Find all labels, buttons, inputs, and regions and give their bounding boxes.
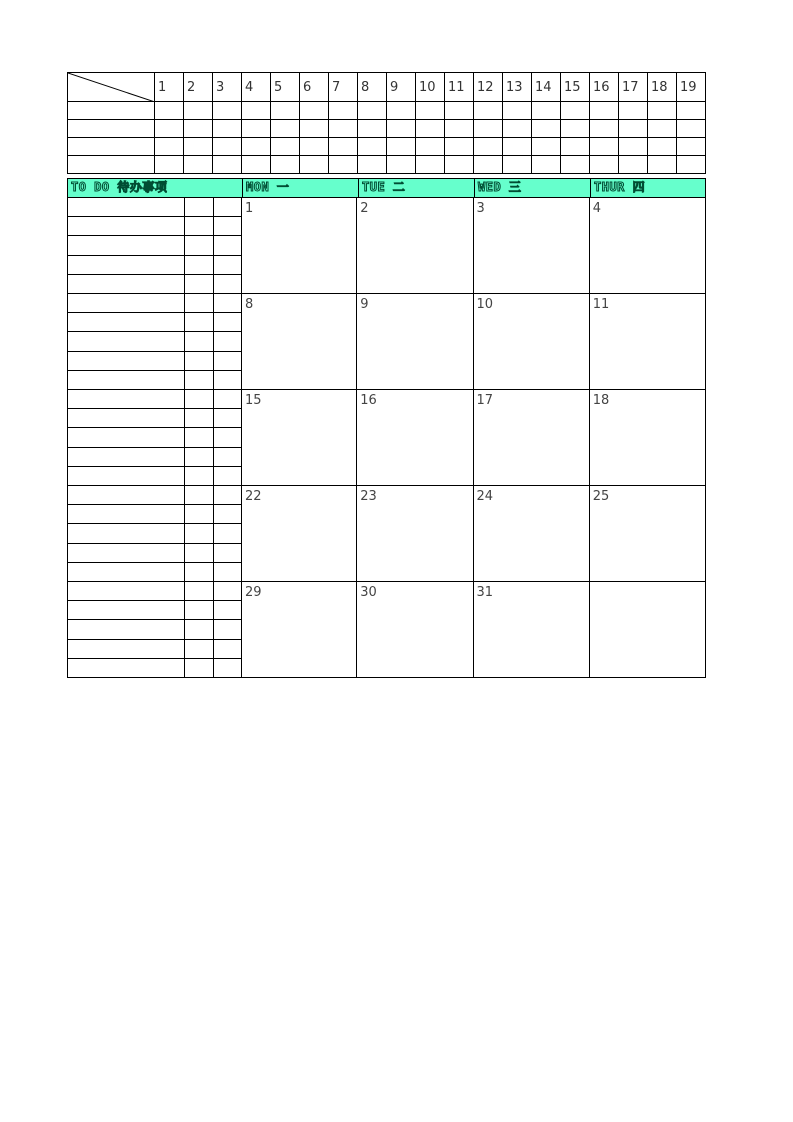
tracker-day-number: 3 (213, 73, 242, 102)
tracker-check-cell[interactable] (358, 102, 387, 120)
todo-task-cell[interactable] (68, 486, 184, 504)
todo-row[interactable] (68, 275, 241, 294)
tracker-check-cell[interactable] (213, 138, 242, 156)
calendar-day-cell[interactable] (474, 390, 590, 486)
todo-check-cell[interactable] (213, 332, 242, 350)
todo-check-cell[interactable] (184, 601, 213, 619)
tracker-check-cell[interactable] (242, 138, 271, 156)
todo-row[interactable] (68, 236, 241, 255)
todo-check-cell[interactable] (213, 294, 242, 312)
tracker-check-cell[interactable] (561, 138, 590, 156)
calendar-date-number: 11 (592, 297, 610, 312)
todo-header: TO DO 待办事项 (71, 180, 168, 194)
tracker-check-cell[interactable] (677, 138, 706, 156)
todo-task-cell[interactable] (68, 448, 184, 466)
todo-check-cell[interactable] (213, 659, 242, 678)
tracker-check-cell[interactable] (648, 120, 677, 138)
todo-task-cell[interactable] (68, 582, 184, 600)
todo-check-cell[interactable] (213, 217, 242, 235)
todo-check-cell[interactable] (213, 313, 242, 331)
todo-row[interactable] (68, 563, 241, 582)
todo-check-cell[interactable] (184, 371, 213, 389)
tracker-check-cell[interactable] (416, 156, 445, 174)
todo-row[interactable] (68, 256, 241, 275)
tracker-check-cell[interactable] (271, 156, 300, 174)
calendar-day-cell[interactable] (357, 390, 473, 486)
todo-task-cell[interactable] (68, 620, 184, 638)
todo-task-cell[interactable] (68, 313, 184, 331)
mon-header: MON 一 (242, 179, 358, 197)
tracker-check-cell[interactable] (619, 102, 648, 120)
tracker-check-cell[interactable] (213, 156, 242, 174)
todo-task-cell[interactable] (68, 198, 184, 216)
tracker-day-number: 17 (619, 73, 648, 102)
tracker-day-number: 15 (561, 73, 590, 102)
diagonal-line (68, 73, 155, 102)
tracker-corner-cell (68, 73, 155, 102)
todo-list (67, 198, 241, 678)
tracker-check-cell[interactable] (329, 156, 358, 174)
todo-task-cell[interactable] (68, 601, 184, 619)
calendar-day-cell[interactable] (241, 582, 357, 678)
tracker-day-number: 1 (155, 73, 184, 102)
todo-task-cell[interactable] (68, 659, 184, 678)
calendar-date-number: 8 (245, 297, 254, 312)
calendar-date-number: 4 (592, 201, 602, 216)
todo-row[interactable] (68, 198, 241, 217)
todo-task-cell[interactable] (68, 352, 184, 370)
todo-row[interactable] (68, 486, 241, 505)
calendar-date-number: 3 (476, 201, 485, 216)
todo-task-cell[interactable] (68, 256, 184, 274)
todo-check-cell[interactable] (184, 448, 213, 466)
calendar-date-number: 30 (360, 585, 377, 600)
todo-check-cell[interactable] (213, 390, 242, 408)
calendar-grid (241, 198, 706, 678)
calendar-date-number: 17 (476, 393, 494, 408)
tracker-day-number: 14 (532, 73, 561, 102)
tracker-check-cell[interactable] (242, 156, 271, 174)
tracker-check-cell[interactable] (300, 138, 329, 156)
todo-check-cell[interactable] (184, 294, 213, 312)
tracker-row (68, 138, 706, 156)
tracker-check-cell[interactable] (619, 120, 648, 138)
todo-check-cell[interactable] (184, 620, 213, 638)
todo-check-cell[interactable] (184, 236, 213, 254)
tracker-check-cell[interactable] (416, 120, 445, 138)
tracker-check-cell[interactable] (155, 138, 184, 156)
todo-check-cell[interactable] (213, 467, 242, 485)
calendar-day-cell[interactable] (357, 294, 473, 390)
calendar-day-cell[interactable] (474, 582, 590, 678)
tracker-check-cell[interactable] (300, 102, 329, 120)
tracker-check-cell[interactable] (590, 138, 619, 156)
tracker-check-cell[interactable] (242, 120, 271, 138)
todo-check-cell[interactable] (184, 332, 213, 350)
tracker-check-cell[interactable] (416, 138, 445, 156)
calendar-day-cell[interactable] (241, 294, 357, 390)
tracker-check-cell[interactable] (474, 120, 503, 138)
tue-header: TUE 二 (358, 179, 474, 197)
todo-check-cell[interactable] (184, 563, 213, 581)
tracker-check-cell[interactable] (184, 156, 213, 174)
todo-check-cell[interactable] (213, 486, 242, 504)
todo-task-cell[interactable] (68, 332, 184, 350)
tracker-check-cell[interactable] (532, 120, 561, 138)
tracker-check-cell[interactable] (416, 102, 445, 120)
todo-check-cell[interactable] (184, 409, 213, 427)
todo-task-cell[interactable] (68, 275, 184, 293)
tracker-check-cell[interactable] (155, 102, 184, 120)
tracker-day-number: 9 (387, 73, 416, 102)
tracker-check-cell[interactable] (184, 102, 213, 120)
tracker-check-cell[interactable] (561, 120, 590, 138)
tracker-check-cell[interactable] (358, 156, 387, 174)
todo-check-cell[interactable] (213, 544, 242, 562)
tracker-label-cell[interactable] (68, 120, 155, 138)
todo-task-cell[interactable] (68, 294, 184, 312)
todo-check-cell[interactable] (184, 275, 213, 293)
todo-check-cell[interactable] (184, 256, 213, 274)
todo-check-cell[interactable] (213, 352, 242, 370)
todo-check-cell[interactable] (213, 275, 242, 293)
todo-row[interactable] (68, 582, 241, 601)
tracker-check-cell[interactable] (677, 102, 706, 120)
tracker-check-cell[interactable] (503, 120, 532, 138)
tracker-row (68, 102, 706, 120)
tracker-check-cell[interactable] (474, 138, 503, 156)
calendar-date-number: 25 (592, 489, 610, 504)
todo-task-cell[interactable] (68, 505, 184, 523)
todo-check-cell[interactable] (213, 256, 242, 274)
tracker-check-cell[interactable] (503, 102, 532, 120)
calendar-date-number: 15 (245, 393, 262, 408)
todo-row[interactable] (68, 371, 241, 390)
tracker-check-cell[interactable] (532, 156, 561, 174)
calendar-day-cell[interactable] (241, 486, 357, 582)
tracker-check-cell[interactable] (358, 120, 387, 138)
weekday-header-bar (67, 178, 706, 198)
calendar-day-cell[interactable] (590, 582, 706, 678)
tracker-day-number: 7 (329, 73, 358, 102)
tracker-check-cell[interactable] (532, 138, 561, 156)
tracker-check-cell[interactable] (387, 120, 416, 138)
calendar-day-cell[interactable] (474, 198, 590, 294)
todo-check-cell[interactable] (184, 313, 213, 331)
calendar-date-number: 10 (476, 297, 494, 312)
tracker-check-cell[interactable] (155, 156, 184, 174)
todo-task-cell[interactable] (68, 236, 184, 254)
tracker-check-cell[interactable] (677, 120, 706, 138)
tracker-check-cell[interactable] (590, 156, 619, 174)
tracker-check-cell[interactable] (155, 120, 184, 138)
calendar-day-cell[interactable] (590, 294, 706, 390)
tracker-check-cell[interactable] (532, 102, 561, 120)
tracker-check-cell[interactable] (503, 156, 532, 174)
todo-row[interactable] (68, 601, 241, 620)
todo-task-cell[interactable] (68, 428, 184, 446)
todo-check-cell[interactable] (213, 428, 242, 446)
todo-task-cell[interactable] (68, 217, 184, 235)
tracker-check-cell[interactable] (445, 138, 474, 156)
todo-check-cell[interactable] (184, 428, 213, 446)
todo-row[interactable] (68, 524, 241, 543)
tracker-check-cell[interactable] (271, 120, 300, 138)
calendar-day-cell[interactable] (590, 486, 706, 582)
tracker-check-cell[interactable] (445, 156, 474, 174)
todo-row[interactable] (68, 428, 241, 447)
tracker-label-cell[interactable] (68, 138, 155, 156)
tracker-check-cell[interactable] (213, 102, 242, 120)
tracker-check-cell[interactable] (619, 138, 648, 156)
todo-task-cell[interactable] (68, 544, 184, 562)
todo-check-cell[interactable] (184, 217, 213, 235)
tracker-check-cell[interactable] (648, 102, 677, 120)
tracker-check-cell[interactable] (329, 120, 358, 138)
tracker-check-cell[interactable] (271, 102, 300, 120)
tracker-check-cell[interactable] (387, 156, 416, 174)
todo-check-cell[interactable] (184, 505, 213, 523)
todo-row[interactable] (68, 294, 241, 313)
tracker-check-cell[interactable] (300, 156, 329, 174)
tracker-check-cell[interactable] (329, 102, 358, 120)
todo-check-cell[interactable] (184, 582, 213, 600)
todo-check-cell[interactable] (213, 563, 242, 581)
tracker-day-number: 13 (503, 73, 532, 102)
todo-check-cell[interactable] (184, 352, 213, 370)
todo-check-cell[interactable] (184, 486, 213, 504)
tracker-day-number: 18 (648, 73, 677, 102)
tracker-row (68, 156, 706, 174)
tracker-check-cell[interactable] (271, 138, 300, 156)
todo-row[interactable] (68, 620, 241, 639)
todo-check-cell[interactable] (213, 524, 242, 542)
todo-check-cell[interactable] (184, 544, 213, 562)
todo-check-cell[interactable] (213, 198, 242, 216)
tracker-check-cell[interactable] (648, 138, 677, 156)
todo-task-cell[interactable] (68, 409, 184, 427)
todo-row[interactable] (68, 409, 241, 428)
tracker-check-cell[interactable] (213, 120, 242, 138)
tracker-label-cell[interactable] (68, 102, 155, 120)
tracker-check-cell[interactable] (503, 138, 532, 156)
tracker-check-cell[interactable] (242, 102, 271, 120)
calendar-date-number: 29 (245, 585, 262, 600)
calendar-date-number: 18 (592, 393, 610, 408)
todo-check-cell[interactable] (213, 371, 242, 389)
tracker-check-cell[interactable] (387, 102, 416, 120)
tracker-day-number: 16 (590, 73, 619, 102)
tracker-check-cell[interactable] (329, 138, 358, 156)
tracker-day-number: 5 (271, 73, 300, 102)
wed-header: WED 三 (474, 179, 590, 197)
tracker-check-cell[interactable] (561, 156, 590, 174)
todo-task-cell[interactable] (68, 563, 184, 581)
todo-check-cell[interactable] (213, 236, 242, 254)
todo-check-cell[interactable] (184, 390, 213, 408)
tracker-day-number: 2 (184, 73, 213, 102)
tracker-check-cell[interactable] (445, 120, 474, 138)
calendar-day-cell[interactable] (590, 390, 706, 486)
tracker-day-number: 11 (445, 73, 474, 102)
todo-task-cell[interactable] (68, 524, 184, 542)
tracker-check-cell[interactable] (648, 156, 677, 174)
tracker-check-cell[interactable] (561, 102, 590, 120)
tracker-check-cell[interactable] (387, 138, 416, 156)
todo-check-cell[interactable] (184, 640, 213, 658)
tracker-check-cell[interactable] (300, 120, 329, 138)
todo-row[interactable] (68, 217, 241, 236)
tracker-check-cell[interactable] (445, 102, 474, 120)
tracker-day-number: 6 (300, 73, 329, 102)
calendar-day-cell[interactable] (357, 486, 473, 582)
todo-task-cell[interactable] (68, 371, 184, 389)
tracker-day-number: 4 (242, 73, 271, 102)
calendar-day-cell[interactable] (357, 198, 473, 294)
todo-check-cell[interactable] (213, 448, 242, 466)
calendar-date-number: 22 (245, 489, 262, 504)
tracker-check-cell[interactable] (677, 156, 706, 174)
todo-row[interactable] (68, 313, 241, 332)
calendar-day-cell[interactable] (474, 294, 590, 390)
todo-row[interactable] (68, 467, 241, 486)
calendar-day-cell[interactable] (590, 198, 706, 294)
tracker-day-number: 19 (677, 73, 706, 102)
todo-row[interactable] (68, 332, 241, 351)
tracker-label-cell[interactable] (68, 156, 155, 174)
calendar-date-number: 24 (476, 489, 494, 504)
tracker-check-cell[interactable] (474, 102, 503, 120)
calendar-day-cell[interactable] (474, 486, 590, 582)
todo-task-cell[interactable] (68, 390, 184, 408)
todo-check-cell[interactable] (213, 409, 242, 427)
tracker-check-cell[interactable] (474, 156, 503, 174)
tracker-check-cell[interactable] (184, 120, 213, 138)
calendar-date-number: 9 (360, 297, 369, 312)
calendar-day-cell[interactable] (241, 198, 357, 294)
todo-check-cell[interactable] (213, 601, 242, 619)
todo-check-cell[interactable] (213, 640, 242, 658)
todo-row[interactable] (68, 659, 241, 678)
todo-check-cell[interactable] (213, 582, 242, 600)
todo-check-cell[interactable] (184, 524, 213, 542)
todo-task-cell[interactable] (68, 640, 184, 658)
todo-check-cell[interactable] (184, 659, 213, 678)
todo-row[interactable] (68, 544, 241, 563)
todo-check-cell[interactable] (213, 620, 242, 638)
tracker-check-cell[interactable] (184, 138, 213, 156)
todo-row[interactable] (68, 448, 241, 467)
tracker-check-cell[interactable] (358, 138, 387, 156)
calendar-date-number: 23 (360, 489, 377, 504)
tracker-day-number: 10 (416, 73, 445, 102)
calendar-date-number: 31 (476, 585, 494, 600)
todo-task-cell[interactable] (68, 467, 184, 485)
todo-row[interactable] (68, 640, 241, 659)
todo-row[interactable] (68, 505, 241, 524)
thur-header: THUR 四 (590, 179, 706, 197)
todo-check-cell[interactable] (213, 505, 242, 523)
tracker-row (68, 120, 706, 138)
todo-check-cell[interactable] (184, 198, 213, 216)
tracker-day-number: 8 (358, 73, 387, 102)
tracker-day-number: 12 (474, 73, 503, 102)
calendar-day-cell[interactable] (241, 390, 357, 486)
calendar-date-number: 2 (360, 201, 369, 216)
todo-check-cell[interactable] (184, 467, 213, 485)
tracker-check-cell[interactable] (590, 102, 619, 120)
calendar-day-cell[interactable] (357, 582, 473, 678)
calendar-date-number: 16 (360, 393, 377, 408)
tracker-check-cell[interactable] (619, 156, 648, 174)
tracker-check-cell[interactable] (590, 120, 619, 138)
todo-row[interactable] (68, 390, 241, 409)
todo-row[interactable] (68, 352, 241, 371)
calendar-date-number: 1 (245, 201, 254, 216)
habit-tracker-grid (67, 72, 706, 174)
